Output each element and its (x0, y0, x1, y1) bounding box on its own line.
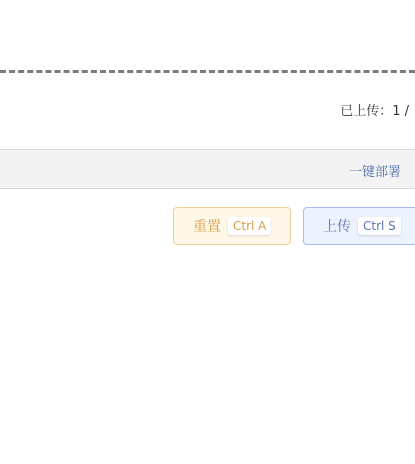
upload-button[interactable] (303, 207, 415, 245)
upload-status: 已上传：1 / (340, 104, 409, 119)
reset-shortcut-badge: Ctrl A (228, 217, 271, 235)
reset-button[interactable] (173, 207, 291, 245)
one-click-deploy-link[interactable]: 一键部署 (348, 165, 401, 180)
reset-button-label: 重置 (193, 219, 221, 235)
upload-shortcut-badge: Ctrl S (358, 217, 401, 235)
upload-button-label: 上传 (323, 219, 351, 235)
dashed-divider (0, 70, 415, 73)
action-toolbar (0, 149, 415, 189)
